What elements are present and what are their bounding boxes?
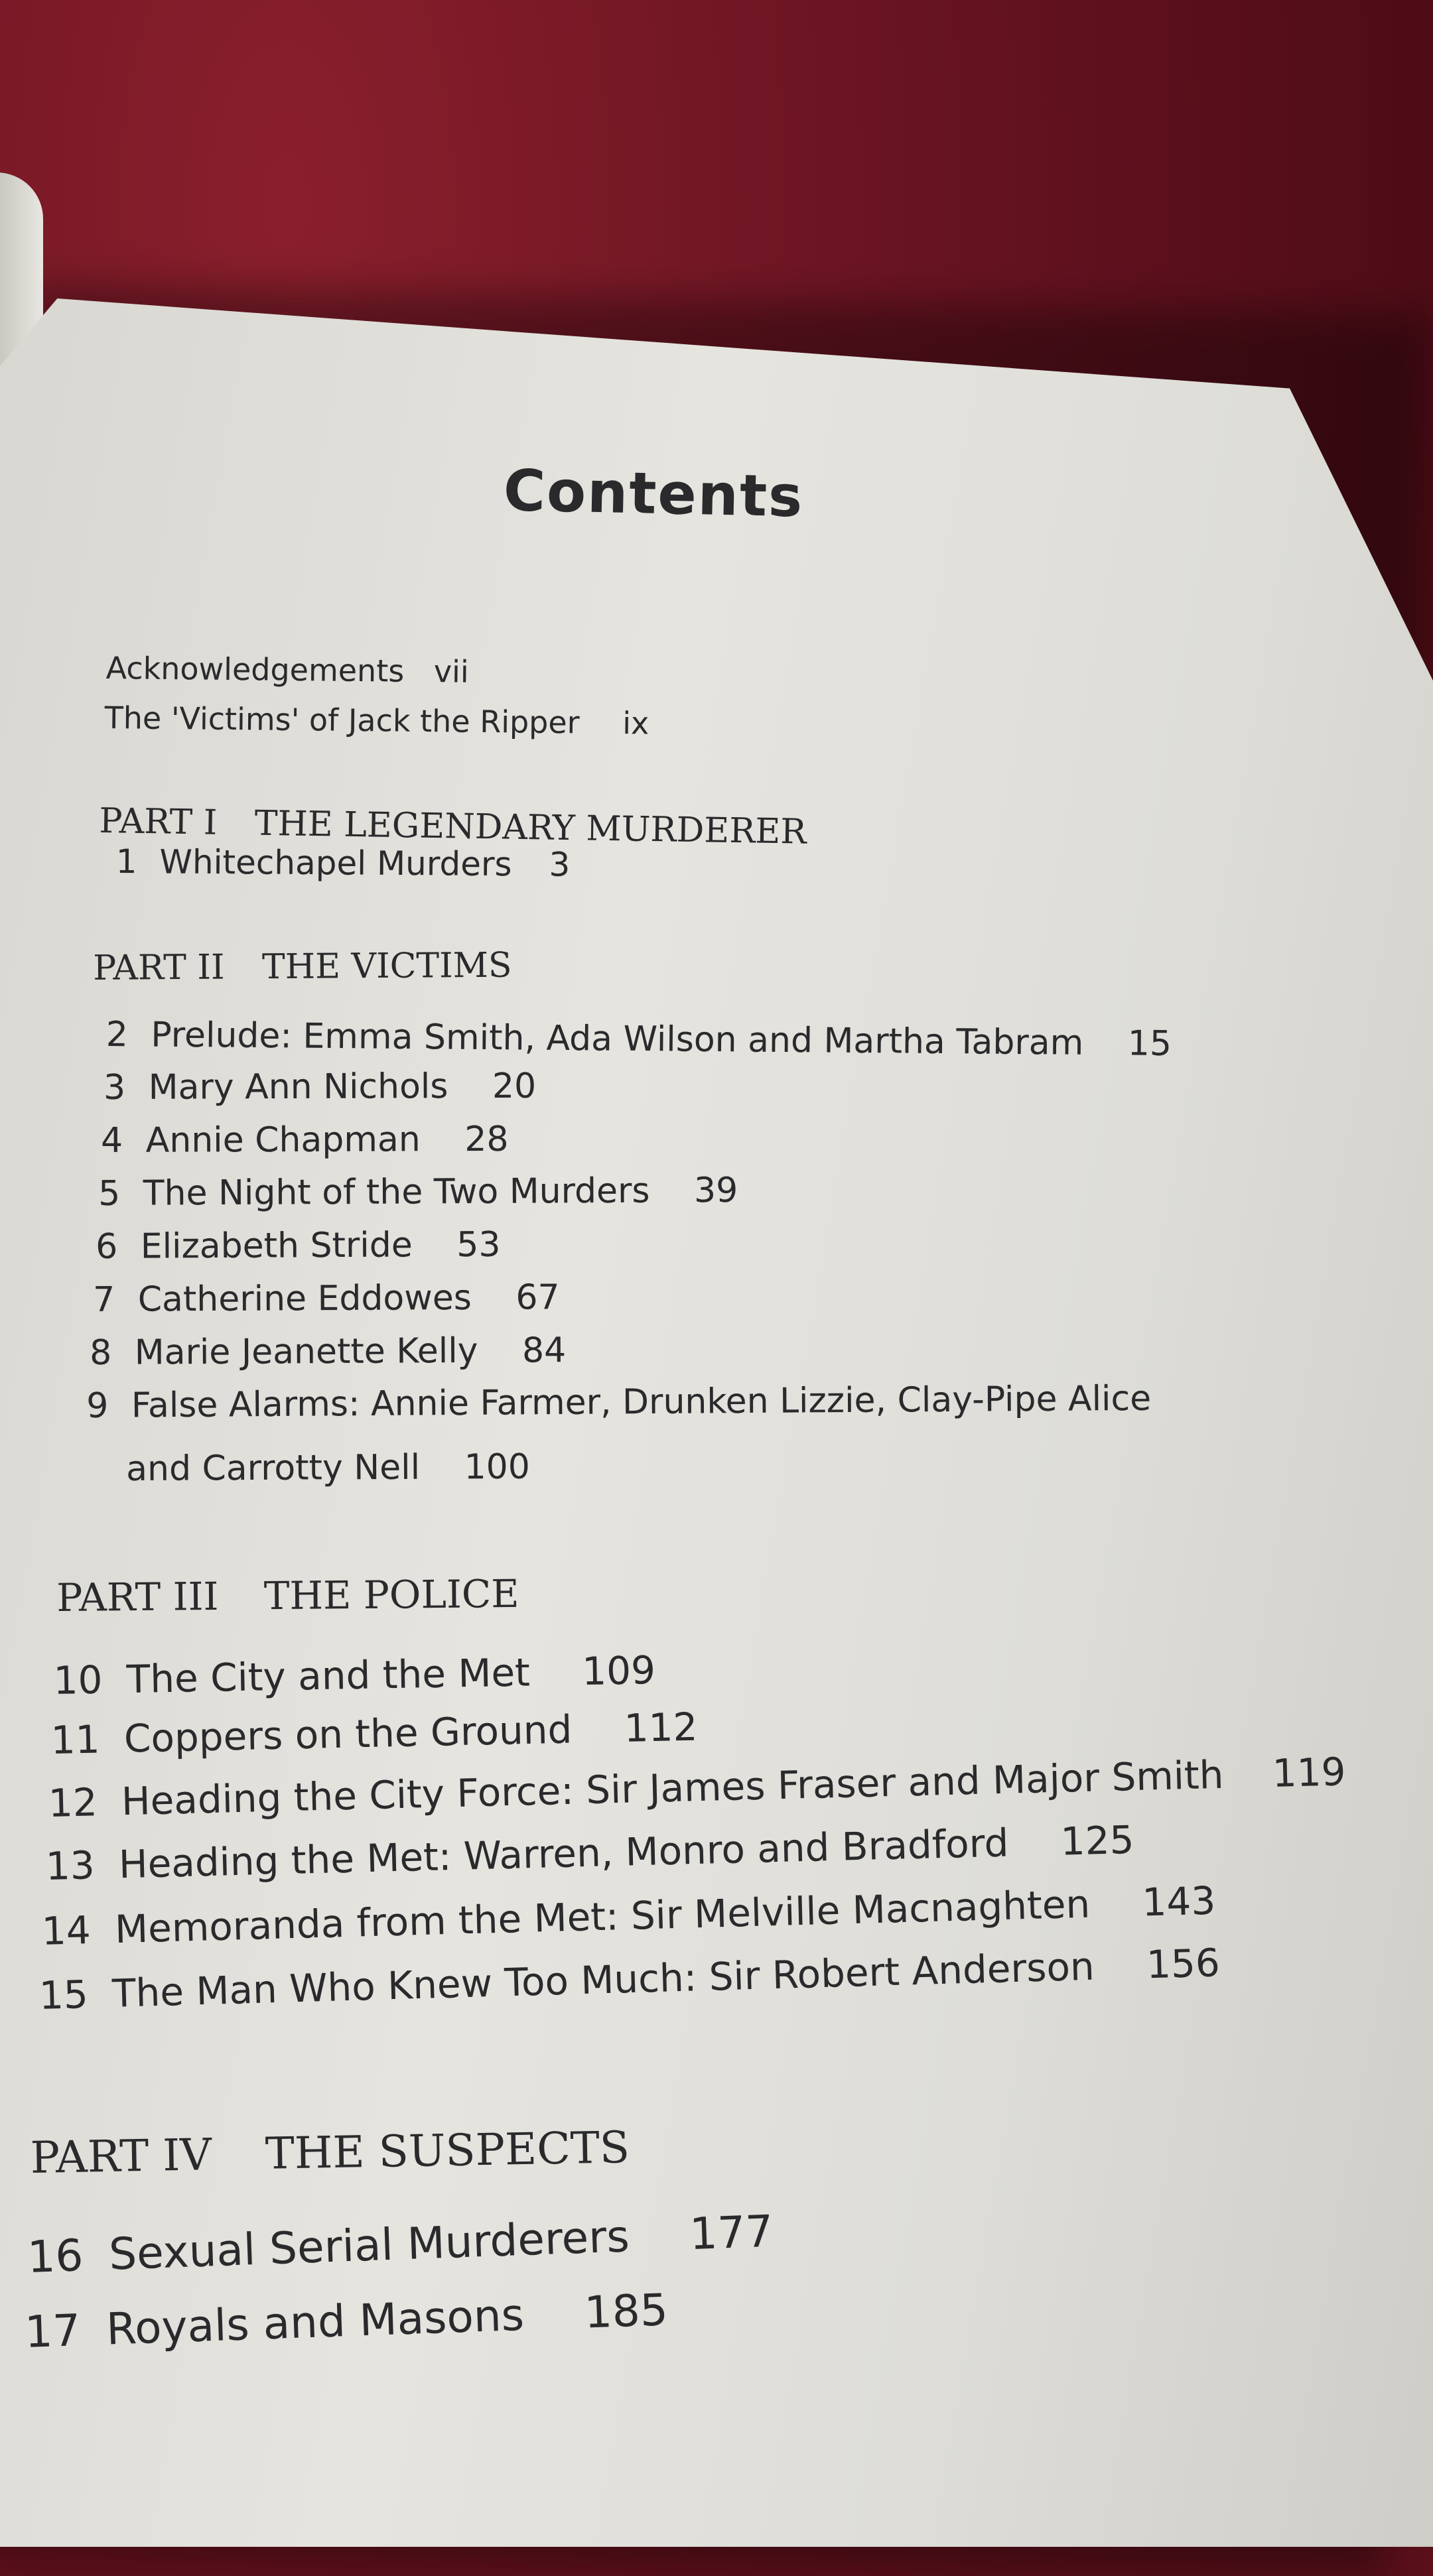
chapter-title: Coppers on the Ground xyxy=(123,1707,573,1762)
chapter-page: 156 xyxy=(1146,1940,1221,1988)
chapter-page: 53 xyxy=(456,1224,501,1265)
toc-entry-title: Acknowledgements xyxy=(105,650,405,689)
part-title: THE VICTIMS xyxy=(261,945,512,988)
part-title: THE SUSPECTS xyxy=(265,2122,630,2179)
part-heading xyxy=(93,946,512,988)
chapter-page: 109 xyxy=(581,1647,656,1695)
chapter-title: Elizabeth Stride xyxy=(140,1225,413,1267)
toc-entry-title: The 'Victims' of Jack the Ripper xyxy=(104,700,580,741)
part-title: THE POLICE xyxy=(263,1571,519,1619)
chapter-title: The Night of the Two Murders xyxy=(143,1171,650,1214)
chapter-number: 9 xyxy=(86,1385,109,1426)
chapter-number: 15 xyxy=(38,1971,89,2018)
toc-chapter-item xyxy=(86,1379,1151,1426)
chapter-page: 3 xyxy=(549,845,571,884)
toc-chapter-item xyxy=(116,842,571,884)
toc-chapter-item xyxy=(98,1171,738,1214)
chapter-number: 13 xyxy=(45,1842,96,1889)
toc-front-item xyxy=(104,700,649,741)
toc-chapter-item xyxy=(105,1015,1172,1064)
chapter-title: Prelude: Emma Smith, Ada Wilson and Martha Tabram xyxy=(151,1015,1084,1063)
chapter-page: 100 xyxy=(464,1447,531,1488)
chapter-page: 177 xyxy=(689,2205,774,2260)
chapter-number: 17 xyxy=(24,2305,82,2358)
toc-chapter-item xyxy=(93,1277,560,1320)
chapter-number: 5 xyxy=(98,1173,121,1214)
chapter-title: Royals and Masons xyxy=(105,2289,525,2355)
toc-chapter-item xyxy=(48,1749,1346,1826)
toc-front-item xyxy=(105,650,469,690)
chapter-number: 1 xyxy=(115,842,137,881)
chapter-number: 2 xyxy=(105,1015,129,1055)
chapter-number: 10 xyxy=(53,1657,103,1703)
chapter-title: Marie Jeanette Kelly xyxy=(134,1330,478,1373)
chapter-title: Annie Chapman xyxy=(145,1120,421,1161)
toc-chapter-item xyxy=(24,2284,669,2358)
chapter-number: 7 xyxy=(93,1279,115,1320)
toc-chapter-item xyxy=(53,1647,656,1703)
chapter-title: Sexual Serial Murderers xyxy=(107,2211,630,2280)
chapter-number: 16 xyxy=(27,2230,84,2283)
part-title: THE LEGENDARY MURDERER xyxy=(254,803,807,852)
chapter-page: 84 xyxy=(521,1330,567,1371)
chapter-page: 143 xyxy=(1141,1878,1217,1925)
toc-chapter-item xyxy=(45,1817,1134,1889)
part-label: PART III xyxy=(56,1573,219,1620)
chapter-number: 4 xyxy=(101,1120,123,1161)
toc-chapter-item xyxy=(90,1330,566,1373)
chapter-title-continued: and Carrotty Nell xyxy=(126,1447,421,1489)
chapter-title: Heading the Met: Warren, Monro and Bradford xyxy=(118,1820,1010,1888)
chapter-title: The Man Who Knew Too Much: Sir Robert Anderson xyxy=(111,1943,1095,2016)
toc-chapter-item xyxy=(101,1120,509,1161)
chapter-number: 6 xyxy=(96,1226,118,1267)
chapter-title: Mary Ann Nichols xyxy=(148,1066,448,1108)
chapter-page: 15 xyxy=(1127,1023,1172,1064)
toc-entry-page: ix xyxy=(622,705,649,741)
chapter-title: The City and the Met xyxy=(126,1649,531,1703)
toc-chapter-item xyxy=(27,2206,774,2283)
chapter-page: 28 xyxy=(464,1119,509,1160)
toc-chapter-item xyxy=(38,1940,1221,2018)
chapter-number: 11 xyxy=(50,1716,101,1763)
part-heading xyxy=(56,1571,519,1620)
toc-chapter-item xyxy=(96,1225,501,1267)
chapter-page: 20 xyxy=(492,1066,537,1106)
toc-chapter-item xyxy=(41,1878,1216,1954)
chapter-title: Heading the City Force: Sir James Fraser and Major Smith xyxy=(121,1752,1225,1825)
part-label: PART II xyxy=(93,947,225,988)
chapter-page: 119 xyxy=(1271,1749,1347,1796)
toc-chapter-item xyxy=(103,1066,536,1108)
chapter-title: Memoranda from the Met: Sir Melville Macnaghten xyxy=(114,1881,1091,1953)
chapter-number: 3 xyxy=(103,1067,126,1108)
chapter-number: 8 xyxy=(90,1332,112,1373)
part-label: PART IV xyxy=(30,2129,212,2183)
chapter-title: False Alarms: Annie Farmer, Drunken Lizzie, Clay-Pipe Alice xyxy=(131,1378,1152,1426)
toc-chapter-continuation xyxy=(126,1447,530,1489)
chapter-title: Catherine Eddowes xyxy=(137,1278,472,1320)
chapter-title: Whitechapel Murders xyxy=(159,842,512,884)
chapter-page: 112 xyxy=(623,1704,699,1751)
chapter-page: 185 xyxy=(583,2284,669,2339)
chapter-page: 39 xyxy=(693,1170,738,1211)
chapter-page: 67 xyxy=(515,1277,560,1318)
chapter-page: 125 xyxy=(1059,1817,1135,1864)
chapter-number: 12 xyxy=(48,1779,98,1826)
chapter-number: 14 xyxy=(41,1907,92,1954)
page-title: Contents xyxy=(502,458,805,531)
part-label: PART I xyxy=(99,801,218,843)
part-heading xyxy=(30,2122,630,2183)
toc-chapter-item xyxy=(50,1705,698,1763)
toc-entry-page: vii xyxy=(433,653,469,690)
